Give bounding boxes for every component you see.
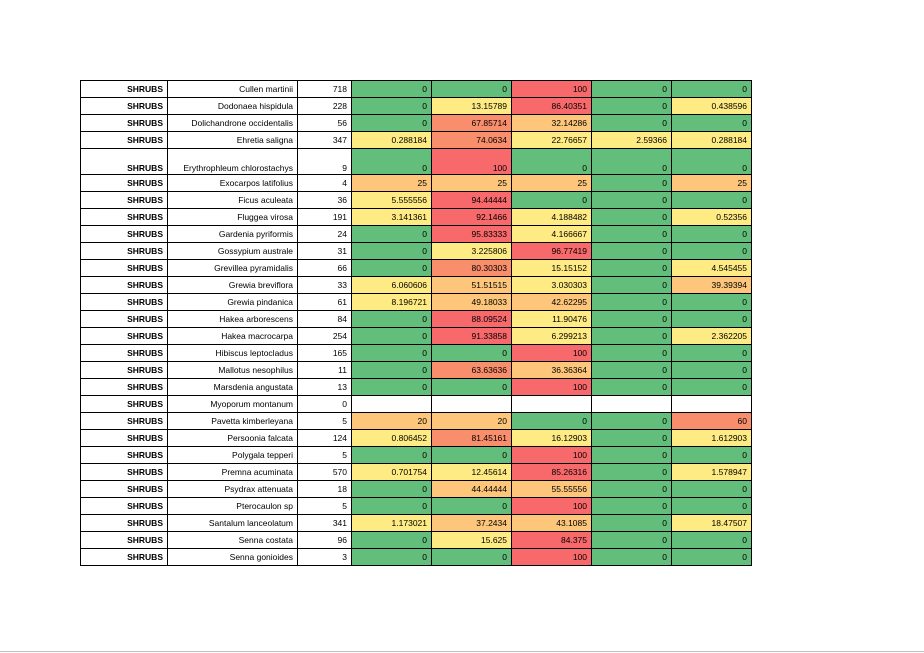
value-cell: 0 (592, 260, 672, 277)
category-cell: SHRUBS (81, 260, 168, 277)
value-cell: 0 (672, 532, 752, 549)
category-cell: SHRUBS (81, 549, 168, 566)
value-cell: 0 (352, 243, 432, 260)
category-cell: SHRUBS (81, 209, 168, 226)
category-cell: SHRUBS (81, 81, 168, 98)
value-cell: 37.2434 (432, 515, 512, 532)
table-row (81, 532, 752, 549)
category-cell: SHRUBS (81, 430, 168, 447)
value-cell: 0 (592, 277, 672, 294)
count-cell: 5 (298, 498, 352, 515)
value-cell (432, 396, 512, 413)
value-cell: 0 (592, 481, 672, 498)
value-cell: 25 (512, 175, 592, 192)
count-cell: 96 (298, 532, 352, 549)
value-cell: 0 (352, 379, 432, 396)
value-cell: 0 (352, 447, 432, 464)
value-cell (352, 396, 432, 413)
species-cell: Grevillea pyramidalis (168, 260, 298, 277)
value-cell: 51.51515 (432, 277, 512, 294)
count-cell: 165 (298, 345, 352, 362)
value-cell: 1.173021 (352, 515, 432, 532)
species-cell: Premna acuminata (168, 464, 298, 481)
table-row (81, 294, 752, 311)
value-cell: 0 (512, 149, 592, 175)
value-cell: 3.141361 (352, 209, 432, 226)
value-cell: 0.288184 (352, 132, 432, 149)
count-cell: 347 (298, 132, 352, 149)
species-cell: Fluggea virosa (168, 209, 298, 226)
value-cell: 0 (672, 115, 752, 132)
value-cell: 0 (592, 515, 672, 532)
count-cell: 0 (298, 396, 352, 413)
count-cell: 18 (298, 481, 352, 498)
value-cell: 0 (432, 498, 512, 515)
value-cell: 0 (672, 192, 752, 209)
value-cell: 95.83333 (432, 226, 512, 243)
table-row (81, 132, 752, 149)
value-cell: 0.438596 (672, 98, 752, 115)
value-cell: 6.060606 (352, 277, 432, 294)
species-cell: Grewia breviflora (168, 277, 298, 294)
count-cell: 61 (298, 294, 352, 311)
value-cell: 0 (592, 98, 672, 115)
value-cell: 0 (592, 345, 672, 362)
count-cell: 5 (298, 413, 352, 430)
count-cell: 3 (298, 549, 352, 566)
table-row (81, 81, 752, 98)
value-cell: 0 (592, 81, 672, 98)
species-cell: Dodonaea hispidula (168, 98, 298, 115)
count-cell: 254 (298, 328, 352, 345)
value-cell: 0.288184 (672, 132, 752, 149)
value-cell: 0 (672, 481, 752, 498)
value-cell: 0 (592, 192, 672, 209)
count-cell: 570 (298, 464, 352, 481)
species-cell: Exocarpos latifolius (168, 175, 298, 192)
value-cell: 100 (432, 149, 512, 175)
table-row (81, 379, 752, 396)
count-cell: 33 (298, 277, 352, 294)
species-cell: Dolichandrone occidentalis (168, 115, 298, 132)
value-cell: 96.77419 (512, 243, 592, 260)
value-cell: 20 (432, 413, 512, 430)
count-cell: 84 (298, 311, 352, 328)
table-row (81, 549, 752, 566)
value-cell: 0 (672, 81, 752, 98)
value-cell: 36.36364 (512, 362, 592, 379)
value-cell: 84.375 (512, 532, 592, 549)
species-cell: Santalum lanceolatum (168, 515, 298, 532)
table-row (81, 413, 752, 430)
value-cell: 0 (592, 328, 672, 345)
species-cell: Senna costata (168, 532, 298, 549)
value-cell: 0 (352, 98, 432, 115)
species-cell: Ehretia saligna (168, 132, 298, 149)
value-cell: 63.63636 (432, 362, 512, 379)
value-cell: 0.701754 (352, 464, 432, 481)
count-cell: 341 (298, 515, 352, 532)
value-cell: 55.55556 (512, 481, 592, 498)
value-cell: 0 (512, 192, 592, 209)
category-cell: SHRUBS (81, 481, 168, 498)
species-cell: Grewia pindanica (168, 294, 298, 311)
value-cell: 43.1085 (512, 515, 592, 532)
value-cell: 0 (352, 226, 432, 243)
value-cell: 15.15152 (512, 260, 592, 277)
value-cell: 0 (592, 362, 672, 379)
species-cell: Erythrophleum chlorostachys (168, 149, 298, 175)
category-cell: SHRUBS (81, 277, 168, 294)
value-cell: 86.40351 (512, 98, 592, 115)
value-cell: 0 (592, 447, 672, 464)
count-cell: 5 (298, 447, 352, 464)
value-cell: 0 (592, 175, 672, 192)
value-cell: 0 (352, 328, 432, 345)
category-cell: SHRUBS (81, 175, 168, 192)
species-cell: Polygala tepperi (168, 447, 298, 464)
table-row (81, 209, 752, 226)
value-cell: 4.545455 (672, 260, 752, 277)
value-cell: 25 (352, 175, 432, 192)
value-cell: 0 (592, 294, 672, 311)
table-row (81, 226, 752, 243)
value-cell: 0 (592, 149, 672, 175)
count-cell: 228 (298, 98, 352, 115)
category-cell: SHRUBS (81, 311, 168, 328)
count-cell: 66 (298, 260, 352, 277)
category-cell: SHRUBS (81, 515, 168, 532)
value-cell: 91.33858 (432, 328, 512, 345)
table-row (81, 192, 752, 209)
value-cell: 8.196721 (352, 294, 432, 311)
value-cell: 22.76657 (512, 132, 592, 149)
value-cell: 3.225806 (432, 243, 512, 260)
value-cell: 1.578947 (672, 464, 752, 481)
category-cell: SHRUBS (81, 396, 168, 413)
table-row (81, 115, 752, 132)
table-row (81, 464, 752, 481)
value-cell: 11.90476 (512, 311, 592, 328)
value-cell: 92.1466 (432, 209, 512, 226)
value-cell: 0 (672, 149, 752, 175)
value-cell: 0 (352, 115, 432, 132)
value-cell: 49.18033 (432, 294, 512, 311)
category-cell: SHRUBS (81, 379, 168, 396)
species-cell: Mallotus nesophilus (168, 362, 298, 379)
value-cell: 20 (352, 413, 432, 430)
value-cell (592, 396, 672, 413)
species-cell: Gossypium australe (168, 243, 298, 260)
table-row (81, 430, 752, 447)
value-cell: 6.299213 (512, 328, 592, 345)
value-cell: 15.625 (432, 532, 512, 549)
value-cell: 0 (512, 413, 592, 430)
count-cell: 191 (298, 209, 352, 226)
value-cell: 100 (512, 549, 592, 566)
value-cell: 0 (672, 243, 752, 260)
category-cell: SHRUBS (81, 294, 168, 311)
value-cell: 0 (352, 81, 432, 98)
species-table (80, 80, 752, 566)
table-row (81, 98, 752, 115)
value-cell: 0 (592, 379, 672, 396)
species-cell: Marsdenia angustata (168, 379, 298, 396)
table-row (81, 328, 752, 345)
value-cell: 0 (352, 549, 432, 566)
value-cell: 0 (432, 379, 512, 396)
value-cell: 42.62295 (512, 294, 592, 311)
value-cell: 0 (592, 115, 672, 132)
category-cell: SHRUBS (81, 149, 168, 175)
value-cell: 100 (512, 498, 592, 515)
value-cell: 3.030303 (512, 277, 592, 294)
value-cell: 0 (432, 345, 512, 362)
value-cell: 0 (672, 379, 752, 396)
value-cell: 18.47507 (672, 515, 752, 532)
value-cell: 16.12903 (512, 430, 592, 447)
value-cell: 32.14286 (512, 115, 592, 132)
value-cell: 74.0634 (432, 132, 512, 149)
value-cell: 100 (512, 447, 592, 464)
table-row (81, 396, 752, 413)
category-cell: SHRUBS (81, 243, 168, 260)
table-row (81, 447, 752, 464)
value-cell: 0 (592, 311, 672, 328)
category-cell: SHRUBS (81, 362, 168, 379)
table-row (81, 345, 752, 362)
species-cell: Psydrax attenuata (168, 481, 298, 498)
value-cell: 100 (512, 81, 592, 98)
table-row (81, 175, 752, 192)
species-cell: Gardenia pyriformis (168, 226, 298, 243)
species-cell: Senna gonioides (168, 549, 298, 566)
value-cell: 2.362205 (672, 328, 752, 345)
value-cell: 0 (592, 549, 672, 566)
value-cell: 0.52356 (672, 209, 752, 226)
count-cell: 24 (298, 226, 352, 243)
category-cell: SHRUBS (81, 226, 168, 243)
table-row (81, 515, 752, 532)
value-cell: 0 (352, 532, 432, 549)
species-cell: Persoonia falcata (168, 430, 298, 447)
value-cell: 0 (352, 345, 432, 362)
species-table-body (81, 81, 752, 566)
value-cell (512, 396, 592, 413)
value-cell: 0 (592, 413, 672, 430)
category-cell: SHRUBS (81, 328, 168, 345)
table-row (81, 481, 752, 498)
value-cell: 2.59366 (592, 132, 672, 149)
species-cell: Ficus aculeata (168, 192, 298, 209)
category-cell: SHRUBS (81, 498, 168, 515)
value-cell: 85.26316 (512, 464, 592, 481)
category-cell: SHRUBS (81, 447, 168, 464)
value-cell: 0 (672, 294, 752, 311)
category-cell: SHRUBS (81, 464, 168, 481)
table-row (81, 149, 752, 175)
table-row (81, 243, 752, 260)
category-cell: SHRUBS (81, 532, 168, 549)
value-cell: 0 (592, 532, 672, 549)
value-cell: 44.44444 (432, 481, 512, 498)
table-row (81, 498, 752, 515)
value-cell: 0 (432, 447, 512, 464)
value-cell: 25 (672, 175, 752, 192)
value-cell: 4.166667 (512, 226, 592, 243)
category-cell: SHRUBS (81, 345, 168, 362)
value-cell: 88.09524 (432, 311, 512, 328)
value-cell: 0.806452 (352, 430, 432, 447)
value-cell: 0 (672, 447, 752, 464)
value-cell: 0 (672, 549, 752, 566)
count-cell: 4 (298, 175, 352, 192)
count-cell: 11 (298, 362, 352, 379)
value-cell: 13.15789 (432, 98, 512, 115)
value-cell: 94.44444 (432, 192, 512, 209)
species-cell: Hakea arborescens (168, 311, 298, 328)
value-cell: 0 (432, 81, 512, 98)
species-cell: Hibiscus leptocladus (168, 345, 298, 362)
value-cell: 12.45614 (432, 464, 512, 481)
value-cell: 0 (352, 260, 432, 277)
page-bottom-divider (0, 651, 924, 652)
count-cell: 13 (298, 379, 352, 396)
species-cell: Cullen martinii (168, 81, 298, 98)
value-cell: 0 (592, 498, 672, 515)
value-cell: 0 (592, 243, 672, 260)
value-cell: 0 (672, 226, 752, 243)
value-cell: 0 (592, 209, 672, 226)
count-cell: 56 (298, 115, 352, 132)
category-cell: SHRUBS (81, 132, 168, 149)
value-cell: 0 (352, 311, 432, 328)
value-cell: 0 (592, 226, 672, 243)
count-cell: 31 (298, 243, 352, 260)
value-cell: 67.85714 (432, 115, 512, 132)
category-cell: SHRUBS (81, 115, 168, 132)
value-cell: 0 (672, 362, 752, 379)
value-cell: 0 (592, 464, 672, 481)
table-row (81, 362, 752, 379)
value-cell: 100 (512, 379, 592, 396)
value-cell: 5.555556 (352, 192, 432, 209)
value-cell: 0 (592, 430, 672, 447)
table-row (81, 311, 752, 328)
table-row (81, 277, 752, 294)
species-cell: Pterocaulon sp (168, 498, 298, 515)
species-cell: Hakea macrocarpa (168, 328, 298, 345)
value-cell: 81.45161 (432, 430, 512, 447)
value-cell (672, 396, 752, 413)
value-cell: 0 (672, 345, 752, 362)
count-cell: 124 (298, 430, 352, 447)
species-cell: Pavetta kimberleyana (168, 413, 298, 430)
table-row (81, 260, 752, 277)
value-cell: 0 (672, 311, 752, 328)
value-cell: 1.612903 (672, 430, 752, 447)
category-cell: SHRUBS (81, 98, 168, 115)
count-cell: 9 (298, 149, 352, 175)
category-cell: SHRUBS (81, 192, 168, 209)
value-cell: 39.39394 (672, 277, 752, 294)
value-cell: 0 (672, 498, 752, 515)
count-cell: 718 (298, 81, 352, 98)
value-cell: 0 (432, 549, 512, 566)
value-cell: 4.188482 (512, 209, 592, 226)
value-cell: 25 (432, 175, 512, 192)
value-cell: 60 (672, 413, 752, 430)
value-cell: 0 (352, 481, 432, 498)
species-cell: Myoporum montanum (168, 396, 298, 413)
value-cell: 80.30303 (432, 260, 512, 277)
count-cell: 36 (298, 192, 352, 209)
value-cell: 0 (352, 362, 432, 379)
category-cell: SHRUBS (81, 413, 168, 430)
value-cell: 100 (512, 345, 592, 362)
value-cell: 0 (352, 149, 432, 175)
value-cell: 0 (352, 498, 432, 515)
